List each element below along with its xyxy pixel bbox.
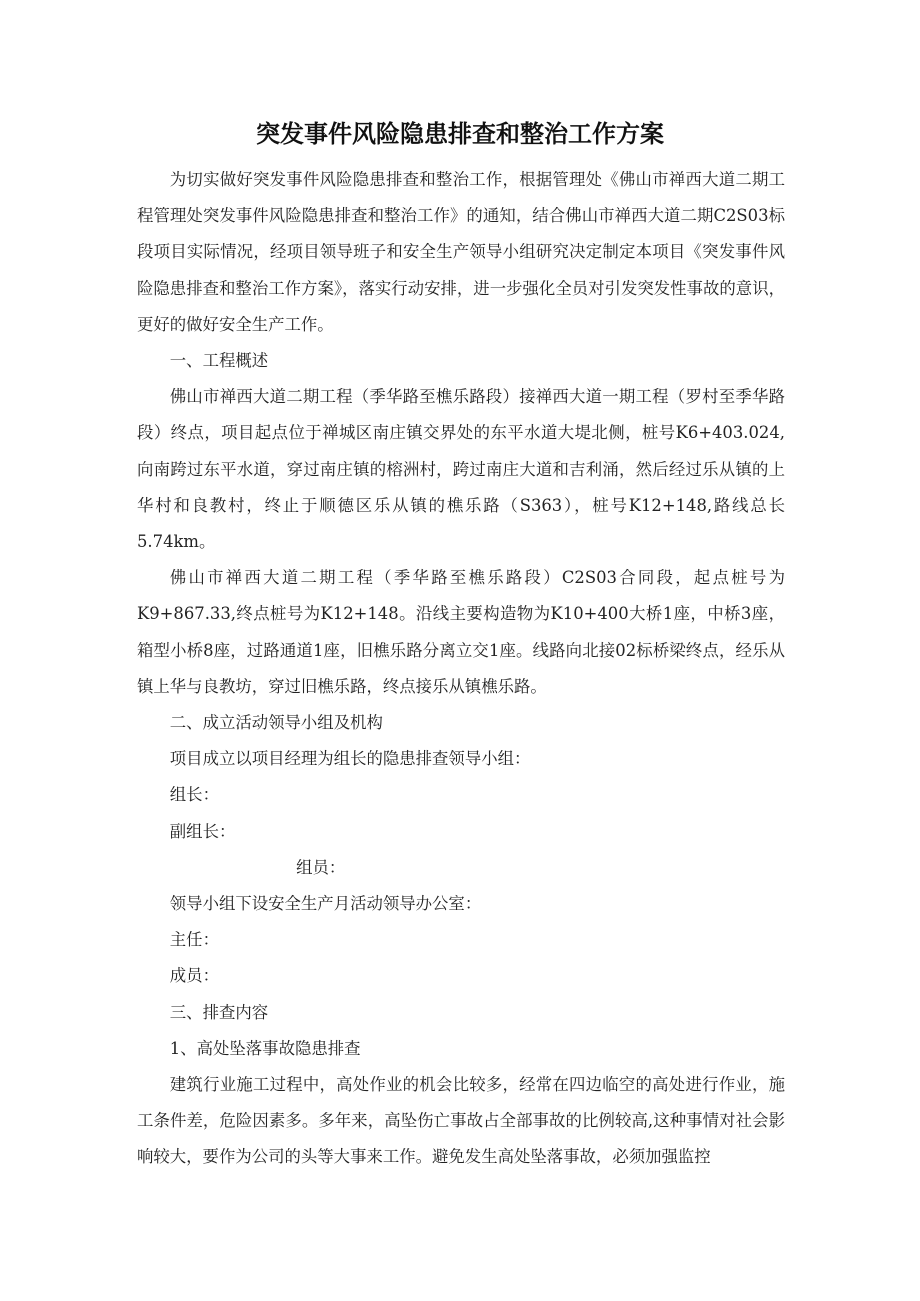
section3-subheading-1: 1、高处坠落事故隐患排查 [169,1038,361,1058]
section3-heading: 三、排查内容 [169,1002,269,1022]
office-intro-line: 领导小组下设安全生产月活动领导办公室： [169,894,482,914]
section2-heading: 二、成立活动领导小组及机构 [169,713,383,733]
members-line: 组员： [296,857,346,877]
office-members-line: 成员： [169,966,219,986]
document-body [137,162,785,1176]
document-title: 突发事件风险隐患排查和整治工作方案 [256,120,664,148]
group-leader-line: 组长： [169,785,219,805]
intro-paragraph: 为切实做好突发事件风险隐患排查和整治工作，根据管理处《佛山市禅西大道二期工程管理处突发事件风险隐患排查和整治工作》的通知，结合佛山市禅西大道二期C2S03标段项目实际情况，经项目领导班子和安全生产领导小组研究决定制定本项目《突发事件风险隐患排查和整治工作方案》，落实行动安排，进一步强化全员对引发突发性事故的意识，更好的做好安全生产工作。 [137,170,785,334]
section1-paragraph-2: 佛山市禅西大道二期工程（季华路至樵乐路段）C2S03合同段，起点桩号为K9+867.33,终点桩号为K12+148。沿线主要构造物为K10+400大桥1座，中桥3座，箱型小桥8座，过路通道1座，旧樵乐路分离立交1座。线路向北接02标桥梁终点，经乐从镇上华与良教坊，穿过旧樵乐路，终点接乐从镇樵乐路。 [137,568,785,696]
director-line: 主任： [169,930,219,950]
section1-heading: 一、工程概述 [169,351,269,371]
section3-paragraph-1: 建筑行业施工过程中，高处作业的机会比较多，经常在四边临空的高处进行作业，施工条件差，危险因素多。多年来，高坠伤亡事故占全部事故的比例较高,这种事情对社会影响较大，要作为公司的头等大事来工作。避免发生高处坠落事故，必须加强监控 [137,1075,785,1167]
section1-paragraph-1: 佛山市禅西大道二期工程（季华路至樵乐路段）接禅西大道一期工程（罗村至季华路段）终点，项目起点位于禅城区南庄镇交界处的东平水道大堤北侧，桩号K6+403.024,向南跨过东平水道，穿过南庄镇的榕洲村，跨过南庄大道和吉利涌，然后经过乐从镇的上华村和良教村，终止于顺德区乐从镇的樵乐路（S363），桩号K12+148,路线总长5.74km。 [137,387,785,552]
deputy-leader-line: 副组长： [169,821,236,841]
section2-intro: 项目成立以项目经理为组长的隐患排查领导小组： [169,749,531,769]
